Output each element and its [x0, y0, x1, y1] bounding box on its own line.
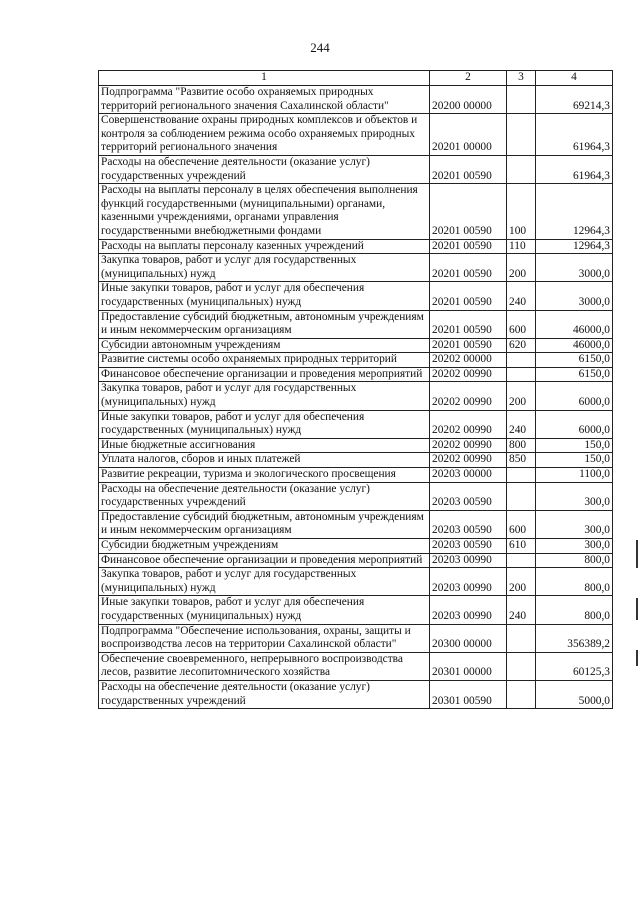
row-code: 20201 00590: [430, 338, 507, 353]
table-row: [99, 453, 613, 468]
row-sum: 800,0: [536, 596, 613, 624]
row-code: 20202 00990: [430, 382, 507, 410]
row-expense-type: 240: [507, 596, 536, 624]
row-code: 20300 00000: [430, 624, 507, 652]
table-row: [99, 86, 613, 114]
row-name: Закупка товаров, работ и услуг для государственных (муниципальных) нужд: [99, 254, 430, 282]
row-expense-type: 240: [507, 410, 536, 438]
table-row: [99, 155, 613, 183]
row-code: 20201 00590: [430, 254, 507, 282]
row-name: Расходы на выплаты персоналу казенных учреждений: [99, 239, 430, 254]
row-code: 20200 00000: [430, 86, 507, 114]
row-name: Закупка товаров, работ и услуг для государственных (муниципальных) нужд: [99, 382, 430, 410]
row-sum: 6000,0: [536, 410, 613, 438]
row-code: 20201 00590: [430, 184, 507, 239]
row-name: Развитие системы особо охраняемых природных территорий: [99, 353, 430, 368]
table-row: [99, 114, 613, 156]
row-name: Уплата налогов, сборов и иных платежей: [99, 453, 430, 468]
row-code: 20203 00590: [430, 510, 507, 538]
row-name: Расходы на обеспечение деятельности (оказание услуг) государственных учреждений: [99, 155, 430, 183]
row-sum: 800,0: [536, 553, 613, 568]
row-name: Субсидии автономным учреждениям: [99, 338, 430, 353]
row-sum: 6000,0: [536, 382, 613, 410]
row-expense-type: 110: [507, 239, 536, 254]
row-code: 20301 00000: [430, 652, 507, 680]
row-name: Предоставление субсидий бюджетным, автономным учреждениям и иным некоммерческим организациям: [99, 510, 430, 538]
row-code: 20203 00990: [430, 568, 507, 596]
row-expense-type: 600: [507, 310, 536, 338]
table-row: [99, 482, 613, 510]
row-sum: 6150,0: [536, 367, 613, 382]
row-name: Иные бюджетные ассигнования: [99, 438, 430, 453]
row-code: 20202 00990: [430, 438, 507, 453]
table-row: [99, 353, 613, 368]
row-expense-type: [507, 468, 536, 483]
row-code: 20202 00990: [430, 410, 507, 438]
row-sum: 6150,0: [536, 353, 613, 368]
row-sum: 12964,3: [536, 184, 613, 239]
row-code: 20201 00590: [430, 239, 507, 254]
table-body: [99, 86, 613, 709]
row-name: Иные закупки товаров, работ и услуг для обеспечения государственных (муниципальных) нужд: [99, 410, 430, 438]
table-row: [99, 539, 613, 554]
row-sum: 12964,3: [536, 239, 613, 254]
row-expense-type: [507, 553, 536, 568]
scan-mark: [636, 540, 638, 568]
row-code: 20201 00590: [430, 310, 507, 338]
row-sum: 46000,0: [536, 310, 613, 338]
row-name: Подпрограмма "Развитие особо охраняемых природных территорий регионального значения Сахалинской области": [99, 86, 430, 114]
scan-margin-marks: [632, 540, 640, 696]
table-row: [99, 310, 613, 338]
row-sum: 150,0: [536, 453, 613, 468]
row-expense-type: 200: [507, 568, 536, 596]
row-expense-type: [507, 155, 536, 183]
row-sum: 300,0: [536, 539, 613, 554]
table-row: [99, 652, 613, 680]
row-expense-type: 100: [507, 184, 536, 239]
row-sum: 69214,3: [536, 86, 613, 114]
row-name: Предоставление субсидий бюджетным, автономным учреждениям и иным некоммерческим организациям: [99, 310, 430, 338]
row-name: Обеспечение своевременного, непрерывного воспроизводства лесов, развитие лесопитомнического хозяйства: [99, 652, 430, 680]
row-code: 20203 00990: [430, 596, 507, 624]
header-col-4: 4: [536, 71, 613, 86]
row-expense-type: [507, 86, 536, 114]
row-sum: 5000,0: [536, 680, 613, 708]
table-row: [99, 239, 613, 254]
row-code: 20203 00990: [430, 553, 507, 568]
row-code: 20202 00000: [430, 353, 507, 368]
row-expense-type: 600: [507, 510, 536, 538]
row-sum: 3000,0: [536, 254, 613, 282]
row-code: 20301 00590: [430, 680, 507, 708]
row-name: Иные закупки товаров, работ и услуг для обеспечения государственных (муниципальных) нужд: [99, 282, 430, 310]
row-code: 20201 00590: [430, 155, 507, 183]
table-row: [99, 282, 613, 310]
page-number: 244: [310, 40, 330, 55]
table-row: [99, 553, 613, 568]
row-code: 20203 00590: [430, 539, 507, 554]
row-sum: 61964,3: [536, 114, 613, 156]
table-row: [99, 410, 613, 438]
row-name: Расходы на выплаты персоналу в целях обеспечения выполнения функций государственными (муниципальными) органами, казенными учреждениями, органами управления государственными внебюджетными фондами: [99, 184, 430, 239]
header-col-3: 3: [507, 71, 536, 86]
row-name: Развитие рекреации, туризма и экологического просвещения: [99, 468, 430, 483]
table-row: [99, 438, 613, 453]
row-sum: 1100,0: [536, 468, 613, 483]
row-name: Закупка товаров, работ и услуг для государственных (муниципальных) нужд: [99, 568, 430, 596]
row-code: 20203 00590: [430, 482, 507, 510]
row-name: Совершенствование охраны природных комплексов и объектов и контроля за соблюдением режима особо охраняемых природных территорий регионального значения: [99, 114, 430, 156]
table-row: [99, 468, 613, 483]
row-sum: 3000,0: [536, 282, 613, 310]
row-expense-type: [507, 624, 536, 652]
row-name: Подпрограмма "Обеспечение использования, охраны, защиты и воспроизводства лесов на территории Сахалинской области": [99, 624, 430, 652]
table-row: [99, 680, 613, 708]
scan-mark: [636, 650, 638, 666]
table-row: [99, 624, 613, 652]
row-expense-type: [507, 680, 536, 708]
row-name: Субсидии бюджетным учреждениям: [99, 539, 430, 554]
row-expense-type: 850: [507, 453, 536, 468]
row-sum: 60125,3: [536, 652, 613, 680]
row-sum: 150,0: [536, 438, 613, 453]
row-expense-type: 620: [507, 338, 536, 353]
row-expense-type: 800: [507, 438, 536, 453]
row-expense-type: 200: [507, 382, 536, 410]
row-sum: 300,0: [536, 510, 613, 538]
table-header-row: [99, 71, 613, 86]
table-row: [99, 254, 613, 282]
table-row: [99, 568, 613, 596]
row-expense-type: [507, 367, 536, 382]
row-code: 20201 00590: [430, 282, 507, 310]
row-sum: 800,0: [536, 568, 613, 596]
row-sum: 46000,0: [536, 338, 613, 353]
row-sum: 356389,2: [536, 624, 613, 652]
row-code: 20201 00000: [430, 114, 507, 156]
row-expense-type: [507, 353, 536, 368]
table-row: [99, 382, 613, 410]
row-expense-type: 200: [507, 254, 536, 282]
row-name: Расходы на обеспечение деятельности (оказание услуг) государственных учреждений: [99, 482, 430, 510]
row-sum: 61964,3: [536, 155, 613, 183]
row-code: 20203 00000: [430, 468, 507, 483]
row-expense-type: 240: [507, 282, 536, 310]
row-name: Финансовое обеспечение организации и проведения мероприятий: [99, 367, 430, 382]
row-expense-type: [507, 114, 536, 156]
table-row: [99, 338, 613, 353]
row-code: 20202 00990: [430, 367, 507, 382]
row-expense-type: 610: [507, 539, 536, 554]
header-col-2: 2: [430, 71, 507, 86]
scan-mark: [636, 598, 638, 620]
table-row: [99, 184, 613, 239]
row-sum: 300,0: [536, 482, 613, 510]
row-name: Финансовое обеспечение организации и проведения мероприятий: [99, 553, 430, 568]
row-name: Иные закупки товаров, работ и услуг для обеспечения государственных (муниципальных) нужд: [99, 596, 430, 624]
row-code: 20202 00990: [430, 453, 507, 468]
table-row: [99, 367, 613, 382]
table-row: [99, 510, 613, 538]
table-row: [99, 596, 613, 624]
row-name: Расходы на обеспечение деятельности (оказание услуг) государственных учреждений: [99, 680, 430, 708]
budget-table: [98, 70, 613, 709]
row-expense-type: [507, 482, 536, 510]
header-col-1: 1: [99, 71, 430, 86]
row-expense-type: [507, 652, 536, 680]
